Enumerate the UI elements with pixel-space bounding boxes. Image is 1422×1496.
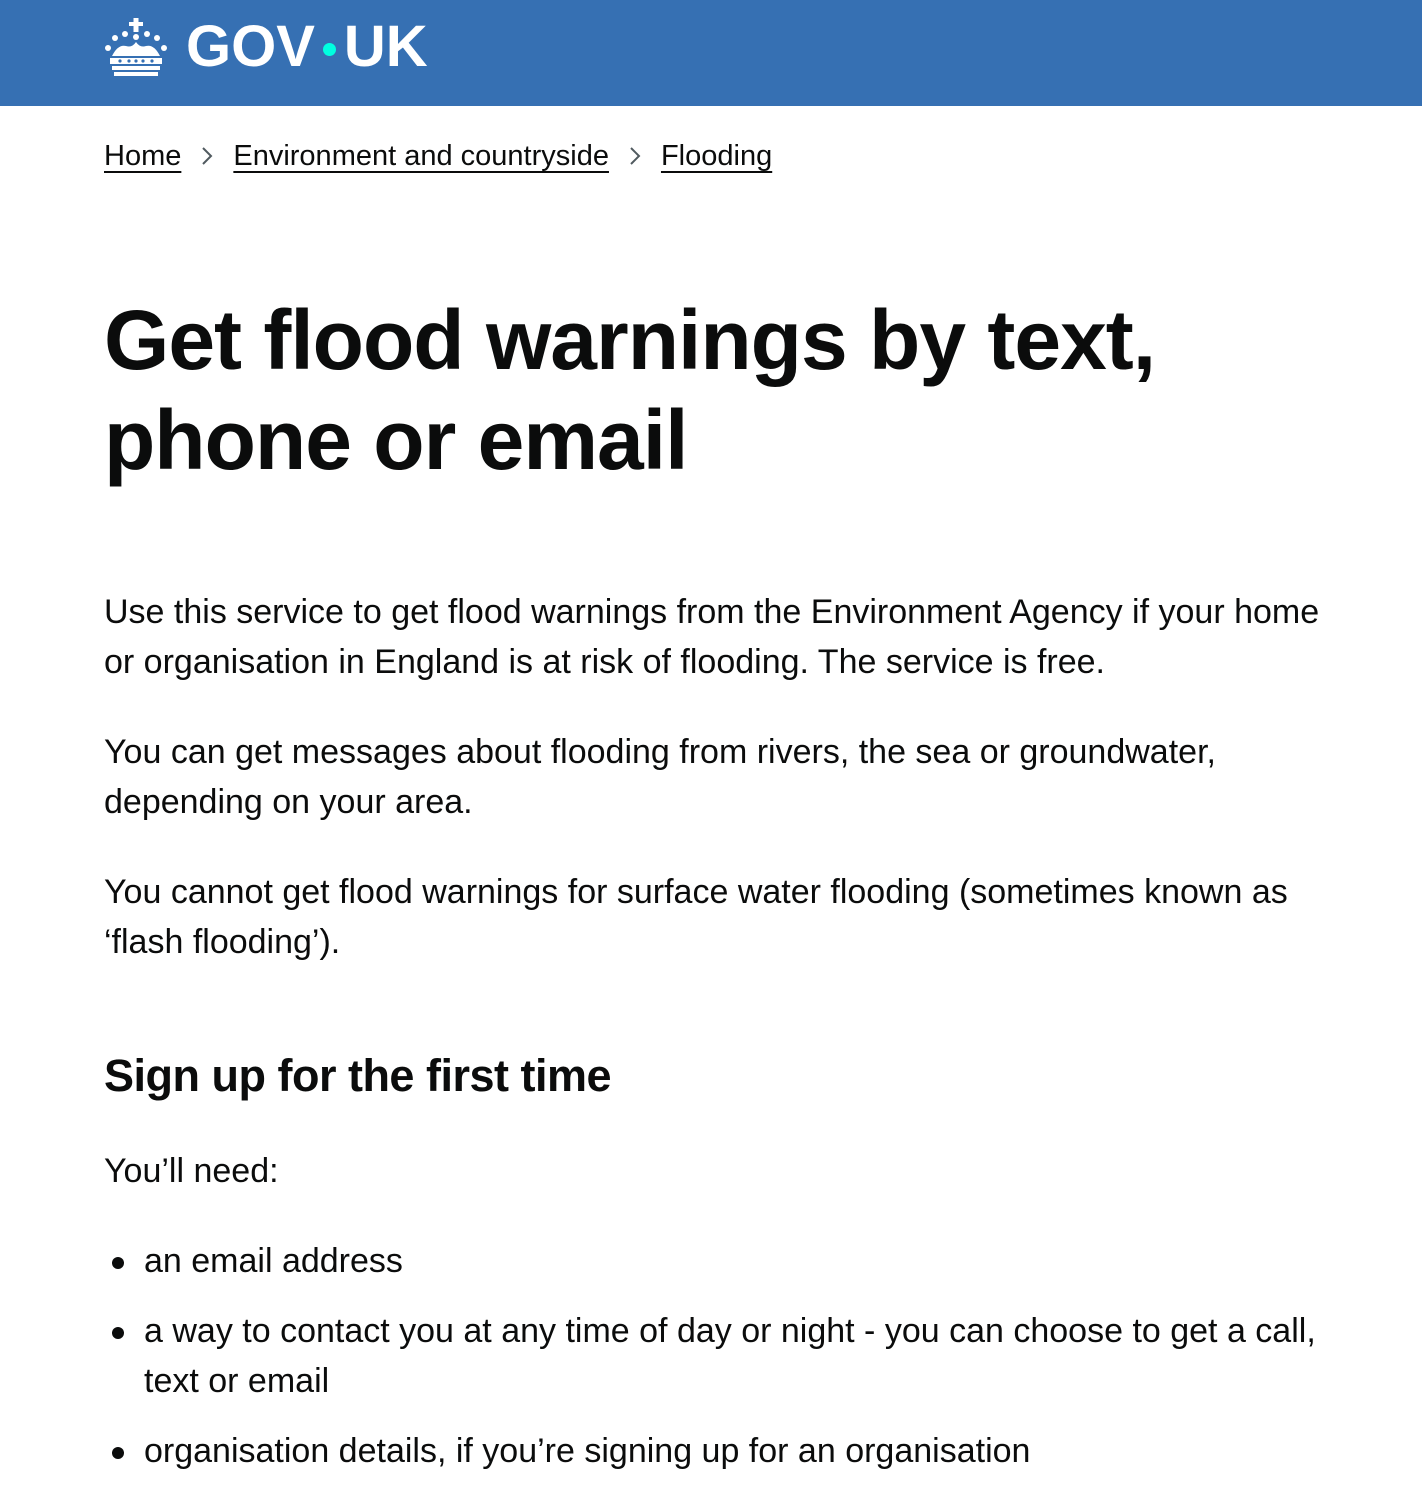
chevron-right-icon xyxy=(609,134,661,178)
messages-paragraph: You can get messages about flooding from rivers, the sea or groundwater, depending on your area. xyxy=(104,733,1216,821)
breadcrumb-link-home[interactable]: Home xyxy=(104,140,182,172)
govuk-wordmark xyxy=(186,14,428,79)
surface-water-paragraph: You cannot get flood warnings for surface water flooding (sometimes known as ‘flash flooding’). xyxy=(104,873,1288,961)
need-list xyxy=(104,1236,1344,1496)
chevron-right-icon xyxy=(181,134,233,178)
page-title: Get flood warnings by text, phone or email xyxy=(104,293,1156,487)
list-item-text: an email address xyxy=(144,1242,403,1280)
section-heading-sign-up: Sign up for the first time xyxy=(104,1050,612,1101)
wordmark-uk: UK xyxy=(343,14,428,79)
list-item-text: a way to contact you at any time of day or night - you can choose to get a call, text or email xyxy=(144,1312,1316,1400)
intro-paragraph: Use this service to get flood warnings from the Environment Agency if your home or organisation in England is at risk of flooding. The service is free. xyxy=(104,593,1320,681)
list-item xyxy=(104,1426,1344,1476)
breadcrumb-link-flooding[interactable]: Flooding xyxy=(660,140,773,172)
bullet-icon xyxy=(112,1257,124,1269)
govuk-header xyxy=(0,0,1422,106)
list-item xyxy=(104,1306,1344,1406)
govuk-logo-link[interactable] xyxy=(104,12,428,82)
bullet-icon xyxy=(112,1447,124,1459)
list-item-text: organisation details, if you’re signing up for an organisation xyxy=(144,1432,1031,1470)
breadcrumb-link-environment[interactable]: Environment and countryside xyxy=(233,140,609,172)
need-intro: You’ll need: xyxy=(104,1152,279,1190)
wordmark-gov: GOV xyxy=(186,14,315,79)
wordmark-dot xyxy=(323,43,336,56)
crown-icon xyxy=(104,16,168,78)
list-item xyxy=(104,1236,1344,1286)
breadcrumb xyxy=(104,134,772,178)
bullet-icon xyxy=(112,1327,124,1339)
